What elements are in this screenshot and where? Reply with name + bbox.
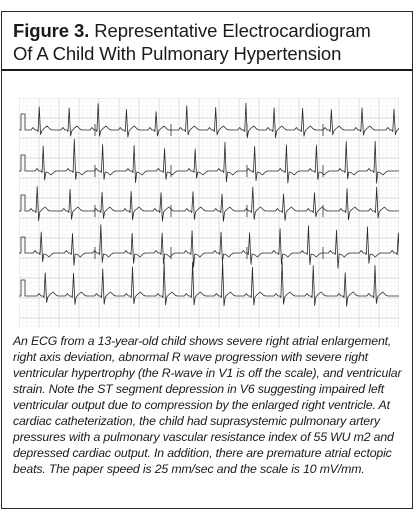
figure-title-line1: Representative Electrocardiogram: [94, 20, 371, 41]
ecg-trace: [19, 103, 399, 138]
figure-label: Figure 3.: [13, 20, 90, 41]
ecg-image: [19, 98, 399, 328]
figure-box: [1, 11, 413, 509]
figure-caption: An ECG from a 13-year-old child shows severe right atrial enlargement, right axis deviation, abnormal R wave progression with severe right ventricular hypertrophy (the R-wave in V1 is off the scale), and ventricular strain. Note the ST segment depression in V6 suggesting impaired left ventricular output due to compression by the enlarged right ventricle. At cardiac catheterization, the child had suprasystemic pulmonary artery pressures with a pulmonary vascular resistance index of 55 WU m2 and depressed cardiac output. In addition, there are premature atrial ectopic beats. The paper speed is 25 mm/sec and the scale is 10 mV/mm.: [13, 334, 402, 476]
figure-title-line2: Of A Child With Pulmonary Hypertension: [13, 43, 342, 64]
title-divider: [2, 69, 412, 71]
ecg-grid: [19, 98, 399, 328]
ecg-traces: [19, 103, 399, 306]
ecg-trace: [19, 187, 399, 222]
ecg-strip: [19, 98, 399, 328]
figure-title: [13, 19, 408, 65]
ecg-trace: [19, 225, 399, 268]
ecg-trace: [19, 261, 399, 306]
